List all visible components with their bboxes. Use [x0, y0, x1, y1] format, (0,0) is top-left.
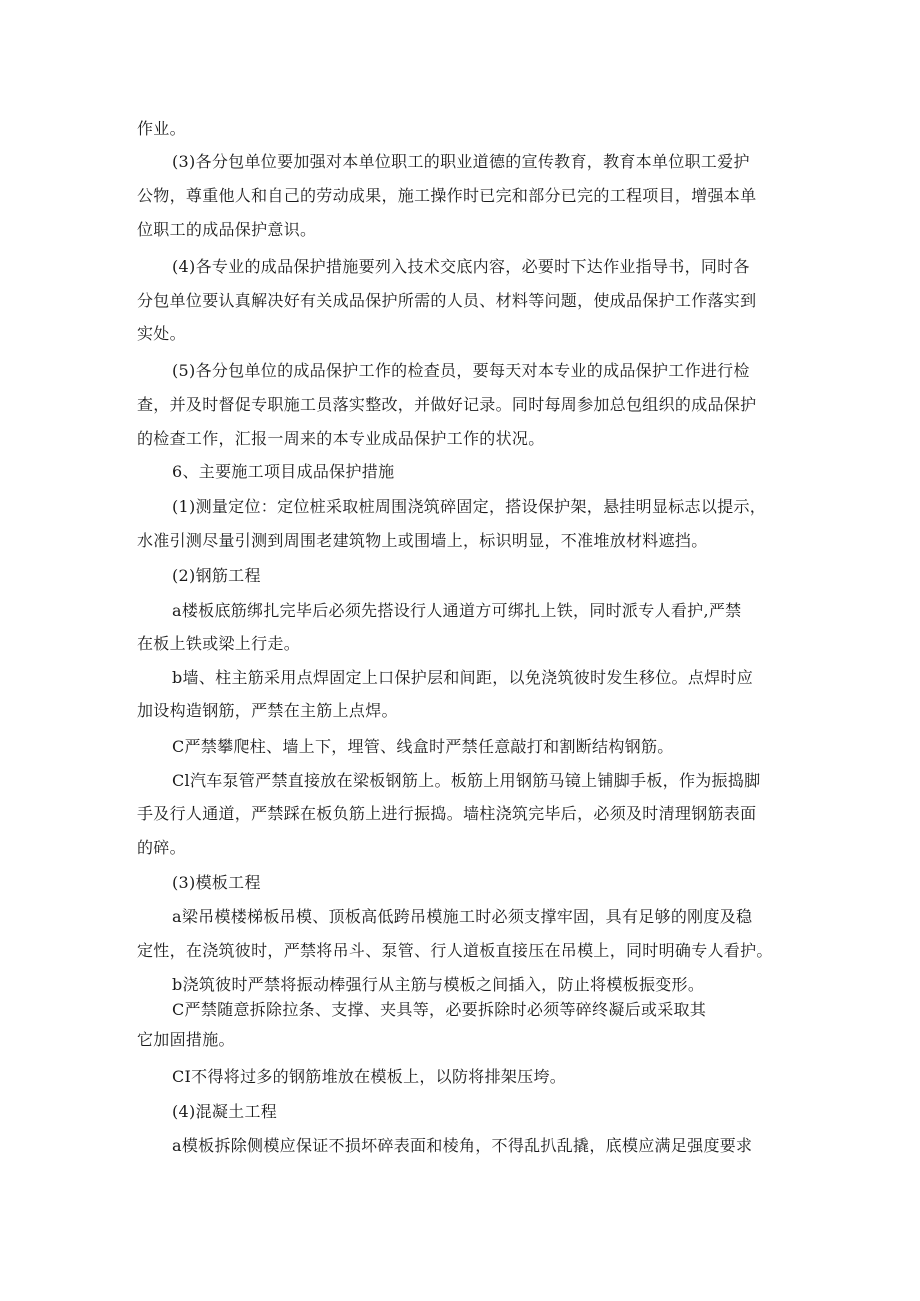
text-line: 查，并及时督促专职施工员落实整改，并做好记录。同时每周参加总包组织的成品保护 [137, 395, 757, 414]
text-line: 水准引测尽量引测到周围老建筑物上或围墙上，标识明显，不准堆放材料遮挡。 [137, 531, 708, 550]
text-line: a楼板底筋绑扎完毕后必须先搭设行人通道方可绑扎上铁，同时派专人看护,严禁 [172, 601, 742, 620]
text-line: 实处。 [137, 324, 186, 343]
text-line: CI不得将过多的钢筋堆放在模板上，以防将排架压垮。 [172, 1067, 567, 1086]
text-line: 作业。 [137, 119, 186, 138]
text-line: C严禁随意拆除拉条、支撑、夹具等，必要拆除时必须等碎终凝后或采取其 [172, 1000, 707, 1019]
text-line: 它加固措施。 [137, 1030, 235, 1049]
text-line: 分包单位要认真解决好有关成品保护所需的人员、材料等问题，使成品保护工作落实到 [137, 291, 757, 310]
text-line: 在板上铁或梁上行走。 [137, 634, 301, 653]
text-line: 公物，尊重他人和自己的劳动成果，施工操作时已完和部分已完的工程项目，增强本单 [137, 186, 757, 205]
text-line: 定性，在浇筑彼时，严禁将吊斗、泵管、行人道板直接压在吊模上，同时明确专人看护。 [137, 941, 773, 960]
subsection-heading: (3)模板工程 [172, 873, 261, 892]
text-line: (1)测量定位：定位桩采取桩周围浇筑碎固定，搭设保护架，悬挂明显标志以提示， [172, 497, 767, 516]
text-line: b浇筑彼时严禁将振动棒强行从主筋与模板之间插入，防止将模板振变形。 [172, 975, 705, 994]
text-line: 加设构造钢筋，严禁在主筋上点焊。 [137, 701, 398, 720]
text-line: b墙、柱主筋采用点焊固定上口保护层和间距，以免浇筑彼时发生移位。点焊时应 [172, 668, 754, 687]
text-line: (3)各分包单位要加强对本单位职工的职业道德的宣传教育，教育本单位职工爱护 [172, 152, 750, 171]
subsection-heading: (2)钢筋工程 [172, 566, 261, 585]
text-line: 手及行人通道，严禁踩在板负筋上进行振捣。墙柱浇筑完毕后，必须及时清理钢筋表面 [137, 804, 757, 823]
section-heading: 6、主要施工项目成品保护措施 [172, 462, 395, 481]
text-line: 的碎。 [137, 838, 186, 857]
text-line: (5)各分包单位的成品保护工作的检查员，要每天对本专业的成品保护工作进行检 [172, 361, 750, 380]
text-line: Cl汽车泵管严禁直接放在梁板钢筋上。板筋上用钢筋马镜上铺脚手板，作为振捣脚 [172, 771, 761, 790]
text-line: (4)各专业的成品保护措施要列入技术交底内容，必要时下达作业指导书，同时各 [172, 257, 750, 276]
subsection-heading: (4)混凝土工程 [172, 1102, 278, 1121]
text-line: C严禁攀爬柱、墙上下，埋管、线盒时严禁任意敲打和割断结构钢筋。 [172, 737, 674, 756]
text-line: 的检查工作，汇报一周来的本专业成品保护工作的状况。 [137, 429, 545, 448]
text-line: a梁吊模楼梯板吊模、顶板高低跨吊模施工时必须支撑牢固，具有足够的刚度及稳 [172, 907, 753, 926]
text-line: a模板拆除侧模应保证不损坏碎表面和棱角，不得乱扒乱撬，底模应满足强度要求 [172, 1136, 753, 1155]
text-line: 位职工的成品保护意识。 [137, 220, 317, 239]
